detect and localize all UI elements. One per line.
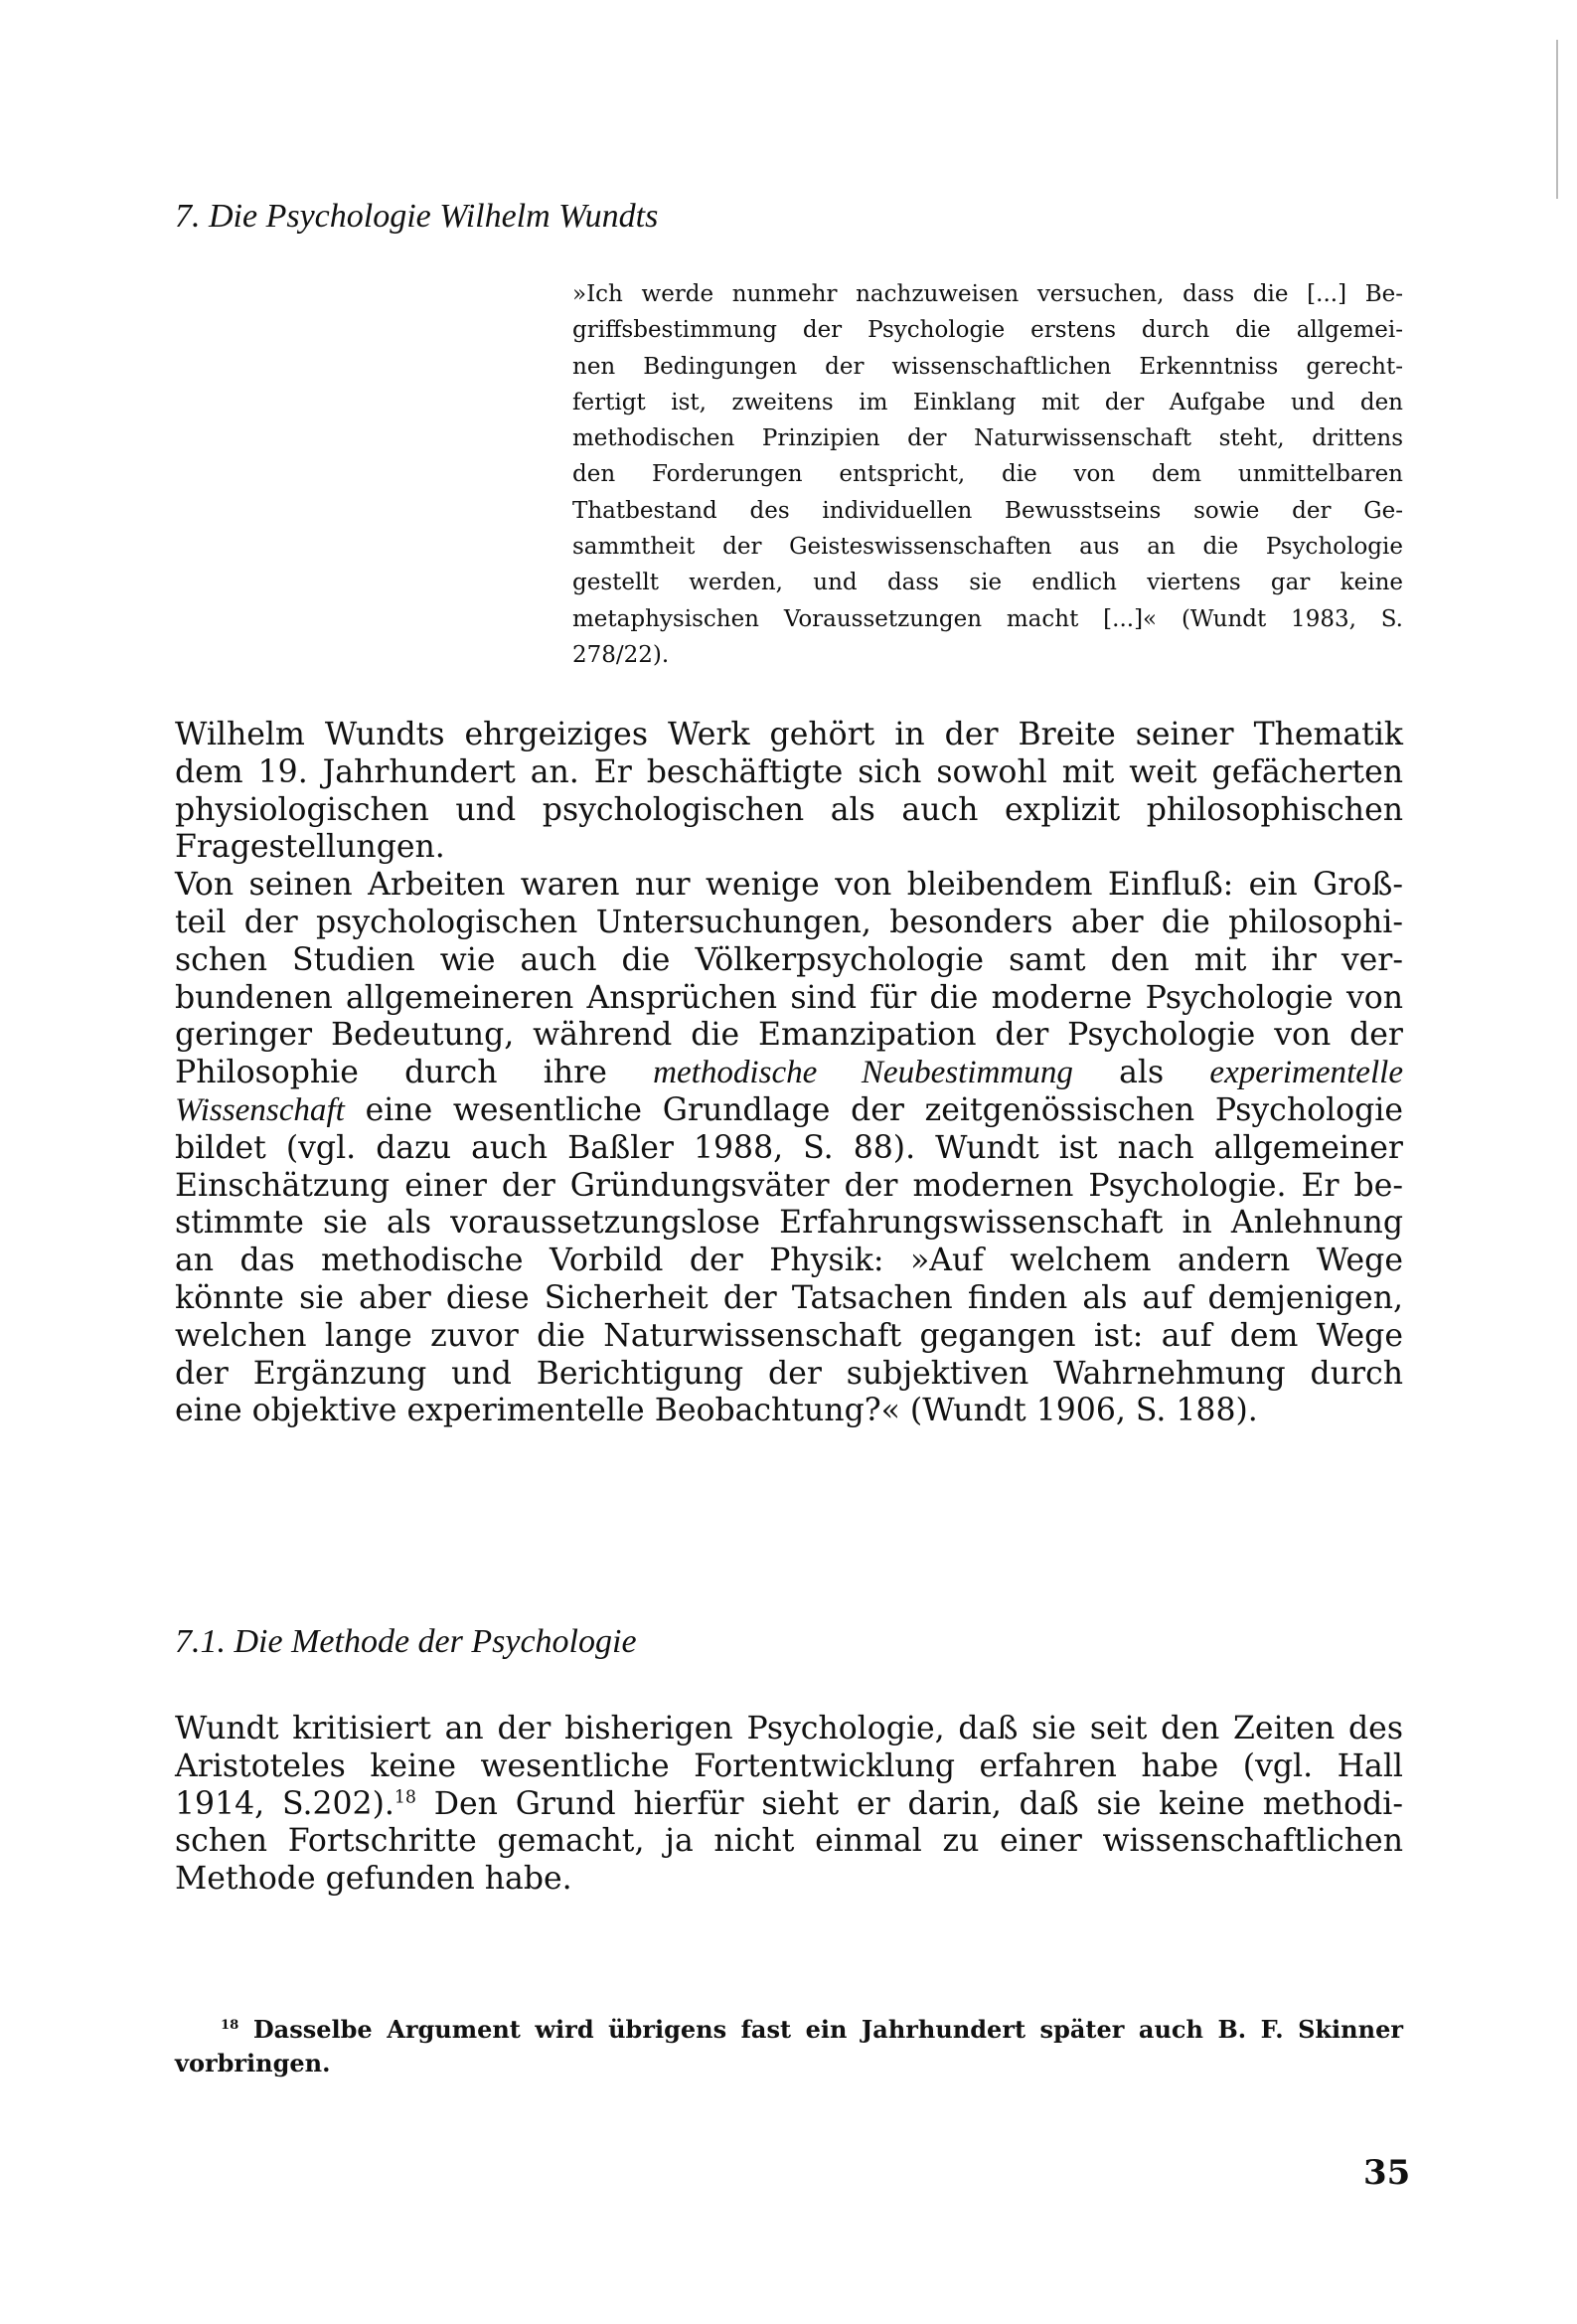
quote-line: nen Bedingungen der wissenschaftlichen Erkenntniss gerecht-	[572, 353, 1403, 380]
body-line: welchen lange zuvor die Naturwissenschaft gegangen ist: auf dem Wege	[175, 1317, 1403, 1354]
chapter-heading: 7. Die Psychologie Wilhelm Wundts	[175, 198, 659, 235]
body-line: eine objektive experimentelle Beobachtung?« (Wundt 1906, S. 188).	[175, 1393, 1258, 1429]
body-line: geringer Bedeutung, während die Emanzipation der Psychologie von der	[175, 1017, 1403, 1054]
body-line: der Ergänzung und Berichtigung der subjektiven Wahrnehmung durch	[175, 1355, 1403, 1392]
footnote-text: Dasselbe Argument wird übrigens fast ein Jahrhundert später auch B. F. Skinner	[238, 2015, 1403, 2044]
text-run: 1914, S.202).	[175, 1785, 394, 1822]
paragraph-2	[175, 1711, 1403, 1899]
emphasis-text: experimentelle	[1209, 1055, 1403, 1091]
scan-edge-line	[1556, 40, 1558, 199]
footnote-reference[interactable]: 18	[394, 1787, 416, 1808]
footnote-line: vorbringen.	[175, 2049, 331, 2077]
footnote-line	[175, 2013, 1403, 2047]
body-line: physiologischen und psychologischen als auch explizit philosophischen	[175, 791, 1403, 828]
body-line: teil der psychologischen Untersuchungen, besonders aber die philosophi-	[175, 904, 1403, 940]
quote-line: Thatbestand des individuellen Bewusstseins sowie der Ge-	[572, 497, 1403, 524]
body-line: Aristoteles keine wesentliche Fortentwicklung erfahren habe (vgl. Hall	[175, 1747, 1403, 1784]
quote-line: gestellt werden, und dass sie endlich viertens gar keine	[572, 570, 1403, 596]
block-quote	[572, 276, 1403, 673]
body-line: Von seinen Arbeiten waren nur wenige von bleibendem Einfluß: ein Groß-	[175, 867, 1403, 904]
quote-line: methodischen Prinzipien der Naturwissenschaft steht, drittens	[572, 425, 1403, 452]
quote-line: den Forderungen entspricht, die von dem unmittelbaren	[572, 461, 1403, 488]
body-line: könnte sie aber diese Sicherheit der Tatsachen finden als auf demjenigen,	[175, 1279, 1403, 1316]
quote-line: 278/22).	[572, 641, 670, 668]
body-line: bildet (vgl. dazu auch Baßler 1988, S. 88). Wundt ist nach allgemeiner	[175, 1129, 1403, 1166]
body-line: Einschätzung einer der Gründungsväter der modernen Psychologie. Er be-	[175, 1167, 1403, 1204]
body-line: Fragestellungen.	[175, 829, 445, 866]
body-line-with-footnote	[175, 1786, 1403, 1824]
quote-line: griffsbestimmung der Psychologie erstens durch die allgemei-	[572, 317, 1403, 344]
quote-line: fertigt ist, zweitens im Einklang mit der Aufgabe und den	[572, 389, 1403, 415]
body-line-mixed	[175, 1092, 1403, 1130]
body-line: dem 19. Jahrhundert an. Er beschäftigte sich sowohl mit weit gefächerten	[175, 753, 1403, 790]
footnote-number: 18	[221, 2018, 239, 2033]
body-line: Wundt kritisiert an der bisherigen Psychologie, daß sie seit den Zeiten des	[175, 1711, 1403, 1746]
body-line: schen Fortschritte gemacht, ja nicht einmal zu einer wissenschaftlichen	[175, 1823, 1403, 1860]
body-line: schen Studien wie auch die Völkerpsychologie samt den mit ihr ver-	[175, 941, 1403, 978]
quote-line: metaphysischen Voraussetzungen macht [...]« (Wundt 1983, S.	[572, 605, 1403, 632]
body-line: Methode gefunden habe.	[175, 1861, 572, 1898]
text-run: Den Grund hierfür sieht er darin, daß sie keine methodi-	[415, 1785, 1403, 1822]
section-heading: 7.1. Die Methode der Psychologie	[175, 1623, 637, 1660]
text-run: Philosophie durch ihre	[175, 1055, 607, 1091]
quote-line: sammtheit der Geisteswissenschaften aus an die Psychologie	[572, 534, 1403, 561]
body-line: stimmte sie als voraussetzungslose Erfahrungswissenschaft in Anlehnung	[175, 1205, 1403, 1242]
footnote	[175, 2013, 1403, 2080]
emphasis-text: Wissenschaft	[175, 1091, 345, 1128]
body-line: bundenen allgemeineren Ansprüchen sind für die moderne Psychologie von	[175, 979, 1403, 1016]
quote-line: »Ich werde nunmehr nachzuweisen versuchen, dass die [...] Be-	[572, 281, 1403, 307]
paragraph-1	[175, 717, 1403, 1430]
text-run: als	[1119, 1055, 1165, 1091]
body-line-mixed	[175, 1055, 1403, 1092]
page-number: 35	[1363, 2153, 1411, 2193]
text-run: eine wesentliche Grundlage der zeitgenössischen Psychologie	[365, 1091, 1403, 1128]
body-line: an das methodische Vorbild der Physik: »Auf welchem andern Wege	[175, 1243, 1403, 1279]
emphasis-text: methodische Neubestimmung	[653, 1055, 1073, 1091]
body-line: Wilhelm Wundts ehrgeiziges Werk gehört in der Breite seiner Thematik	[175, 717, 1403, 752]
